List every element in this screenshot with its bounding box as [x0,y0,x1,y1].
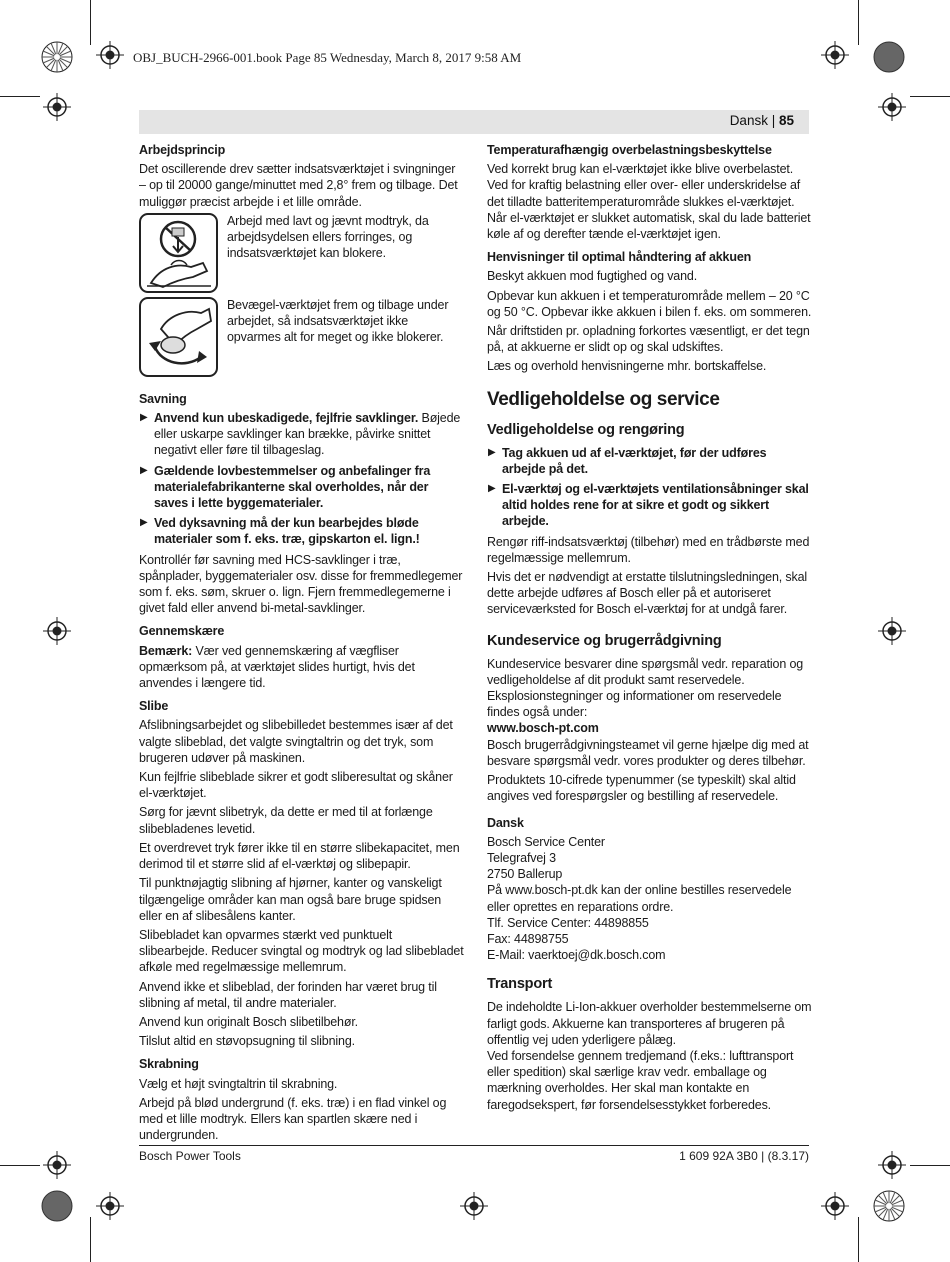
phone-line: Tlf. Service Center: 44898855 [487,915,649,930]
safety-bullet [487,481,812,530]
paragraph: Anvend ikke et slibeblad, der forinden har været brug til slibning af metal, til andre materialer. [139,979,437,1010]
safety-bullet [139,463,464,512]
move-back-forth-icon [139,297,218,377]
section-heading: Gennemskære [139,624,225,639]
paragraph: Slibebladet kan opvarmes stærkt ved punktuelt slibearbejde. Reducer svingtal og modtryk og lad slibebladet afkøle med regelmæssige mellemrum. [139,927,464,975]
bullet-bold-text: Gældende lovbestemmelser og anbefalinger fra materialefabrikanterne skal overholdes, når der saves i lette byggematerialer. [154,463,431,511]
instruction-text: Bevægel-værktøjet frem og tilbage under arbejdet, så indsatsværktøjet ikke opvarmes alt for meget og ikke blokerer. [227,297,449,345]
bullet-bold-text: Anvend kun ubeskadigede, fejlfrie savklinger. [154,411,419,426]
registration-mark-icon [96,41,124,69]
footer-brand: Bosch Power Tools [139,1149,241,1163]
section-heading: Savning [139,391,187,406]
paragraph: Det oscillerende drev sætter indsatsværktøjet i svingninger – op til 20000 gange/minuttet med 2,8° frem og tilbage. Det muliggør præcist arbejde i et lille område. [139,162,458,209]
header-language: Dansk [729,113,768,128]
paragraph: Vælg et højt svingtaltrin til skrabning. [139,1076,338,1091]
paragraph: Ved korrekt brug kan el-værktøjet ikke blive overbelastet. Ved for kraftig belastning eller over- eller underskridelse af det tilladte batteritemperaturområde slukkes el-værktøjet. Når el-værktøjet er slukket automatisk, skal du lade batteriet køle af og derefter tænde el-værktøjet igen. [487,162,811,242]
bullet-bold-text: Tag akkuen ud af el-værktøjet, før der udføres arbejde på det. [502,445,767,476]
subsection-title: Vedligeholdelse og rengøring [487,421,685,438]
color-wheel-icon [872,1189,906,1223]
paragraph: Hvis det er nødvendigt at erstatte tilslutningsledningen, skal dette arbejde udføres af Bosch eller på et autoriseret serviceværksted for Bosch el-værktøj for at undgå farer. [487,570,808,617]
paragraph: Til punktnøjagtig slibning af hjørner, kanter og vanskeligt tilgængelige områder kan man også bare bruge spidsen eller en af slibesålens kanter. [139,876,442,923]
low-pressure-icon [139,213,218,293]
paragraph: Sørg for jævnt slibetryk, da dette er med til at forlænge slibebladenes levetid. [139,805,433,836]
address-line: Bosch Service Center [487,834,605,849]
bullet-text: Bøjede eller uskarpe savklinger kan brække, påvirke snittet negativt eller føre til tilbageslag. [154,411,461,458]
subsection-title: Kundeservice og brugerrådgivning [487,632,722,649]
bullet-bold-text: El-værktøj og el-værktøjets ventilationsåbninger skal altid holdes rene for at sikre et godt og sikkert arbejde. [502,482,809,529]
page-number: 85 [778,113,794,128]
bullet-arrow-icon: ▶ [488,483,496,495]
color-wheel-icon [40,40,74,74]
registration-mark-icon [878,617,906,645]
paragraph: Anvend kun originalt Bosch slibetilbehør. [139,1014,358,1029]
paragraph: Arbejd på blød undergrund (f. eks. træ) i en flad vinkel og med et lille modtryk. Ellers kan spartlen skære ned i undergrunden. [139,1095,447,1143]
section-heading: Arbejdsprincip [139,143,226,157]
address-line: Telegrafvej 3 [487,850,556,865]
paragraph: Ved forsendelse gennem tredjemand (f.eks.: lufttransport eller spedition) skal særlige krav vedr. emballage og mærkning overholdes. Her skal man kontakte en faregodsekspert, før forsendelsesstykket forberedes. [487,1048,794,1112]
email-line: E-Mail: vaerktoej@dk.bosch.com [487,948,666,963]
page-header: Dansk | 85 [729,113,794,128]
fax-line: Fax: 44898755 [487,931,569,946]
safety-bullet [139,410,464,459]
paragraph: Produktets 10-cifrede typenummer (se typeskilt) skal altid angives ved forespørgsler og bestilling af reservedele. [487,773,796,804]
bullet-arrow-icon: ▶ [140,517,148,529]
crop-line [858,1217,859,1262]
paragraph: Læs og overhold henvisningerne mhr. bortskaffelse. [487,359,767,374]
safety-bullet [139,515,464,547]
registration-mark-icon [821,41,849,69]
paragraph: Kontrollér før savning med HCS-savklinger i træ, spånplader, byggematerialer osv. disse for fremmedlegemer som f. eks. søm, skruer o. lign. Fjern fremmedlegemerne i givet fald eller anvend bi-metal-savklinger. [139,552,463,616]
paragraph: Tilslut altid en støvopsugning til slibning. [139,1034,355,1049]
chapter-title: Vedligeholdelse og service [487,388,720,410]
note-label: Bemærk: [139,643,193,658]
section-heading: Dansk [487,815,524,830]
registration-mark-icon [96,1192,124,1220]
paragraph: Kundeservice besvarer dine spørgsmål vedr. reparation og vedligeholdelse af dit produkt samt reservedele. Eksplosionstegninger og informationer om reservedele findes også under: [487,656,804,720]
website-link[interactable]: www.bosch-pt.com [487,721,599,736]
gray-dot-icon [872,40,906,74]
footer-doc-number: 1 609 92A 3B0 | (8.3.17) [679,1149,809,1163]
bullet-arrow-icon: ▶ [488,446,496,458]
registration-mark-icon [43,1151,71,1179]
paragraph: Afslibningsarbejdet og slibebilledet bestemmes især af det valgte slibeblad, det valgte svingtaltrin og det tryk, som brugeren udøver på maskinen. [139,718,453,765]
header-bar [139,110,809,134]
paragraph: Bosch brugerrådgivningsteamet vil gerne hjælpe dig med at besvare spørgsmål vedr. vores produkter og deres tilbehør. [487,737,809,768]
right-column [487,142,812,1116]
paragraph: Rengør riff-indsatsværktøj (tilbehør) med en trådbørste med regelmæssige mellemrum. [487,534,810,565]
bullet-bold-text: Ved dyksavning må der kun bearbejdes bløde materialer som f. eks. træ, gipskarton el. lign.! [154,516,420,547]
registration-mark-icon [460,1192,488,1220]
crop-line [90,0,91,45]
crop-line [910,1165,950,1166]
footer-rule [139,1145,809,1146]
registration-mark-icon [43,93,71,121]
section-heading: Slibe [139,699,169,714]
crop-line [858,0,859,45]
paragraph: Beskyt akkuen mod fugtighed og vand. [487,269,698,284]
address-line: 2750 Ballerup [487,867,563,882]
registration-mark-icon [878,93,906,121]
safety-bullet [487,445,812,477]
registration-mark-icon [821,1192,849,1220]
section-heading: Henvisninger til optimal håndtering af akkuen [487,250,752,265]
subsection-title: Transport [487,976,553,993]
instruction-row [139,297,464,377]
paragraph: De indeholdte Li-Ion-akkuer overholder bestemmelserne om farligt gods. Akkuerne kan transporteres af brugeren på offentlig vej uden yderligere pålæg. [487,1000,812,1047]
bullet-arrow-icon: ▶ [140,412,148,424]
paragraph: Et overdrevet tryk fører ikke til en større slibekapacitet, men derimod til et større slid af el-værktøj og slibepapir. [139,840,460,872]
left-column [139,142,464,1146]
section-heading: Skrabning [139,1057,199,1072]
print-slug: OBJ_BUCH-2966-001.book Page 85 Wednesday, March 8, 2017 9:58 AM [133,50,522,65]
crop-line [90,1217,91,1262]
crop-line [0,96,40,97]
registration-mark-icon [878,1151,906,1179]
paragraph: Opbevar kun akkuen i et temperaturområde mellem – 20 °C og 50 °C. Opbevar ikke akkuen i bilen f. eks. om sommeren. [487,288,812,319]
bullet-arrow-icon: ▶ [140,464,148,476]
registration-mark-icon [43,617,71,645]
crop-line [0,1165,40,1166]
instruction-text: Arbejd med lavt og jævnt modtryk, da arbejdsydelsen ellers forringes, og indsatsværktøjet kan blokere. [227,213,429,261]
paragraph: Kun fejlfrie slibeblade sikrer et godt sliberesultat og skåner el-værktøjet. [139,770,453,801]
paragraph: Når driftstiden pr. opladning forkortes væsentligt, er det tegn på, at akkuerne er slidt op og skal udskiftes. [487,324,810,355]
crop-line [910,96,950,97]
instruction-row [139,213,464,293]
address-line: På www.bosch-pt.dk kan der online bestilles reservedele eller oprettes en reparations ordre. [487,883,792,914]
paragraph [139,643,464,692]
gray-dot-icon [40,1189,74,1223]
note-text: Vær ved gennemskæring af vægfliser opmærksom på, at værktøjet slides hurtigt, hvis det anvendes i længere tid. [139,643,415,691]
section-heading: Temperaturafhængig overbelastningsbeskyttelse [487,143,772,157]
